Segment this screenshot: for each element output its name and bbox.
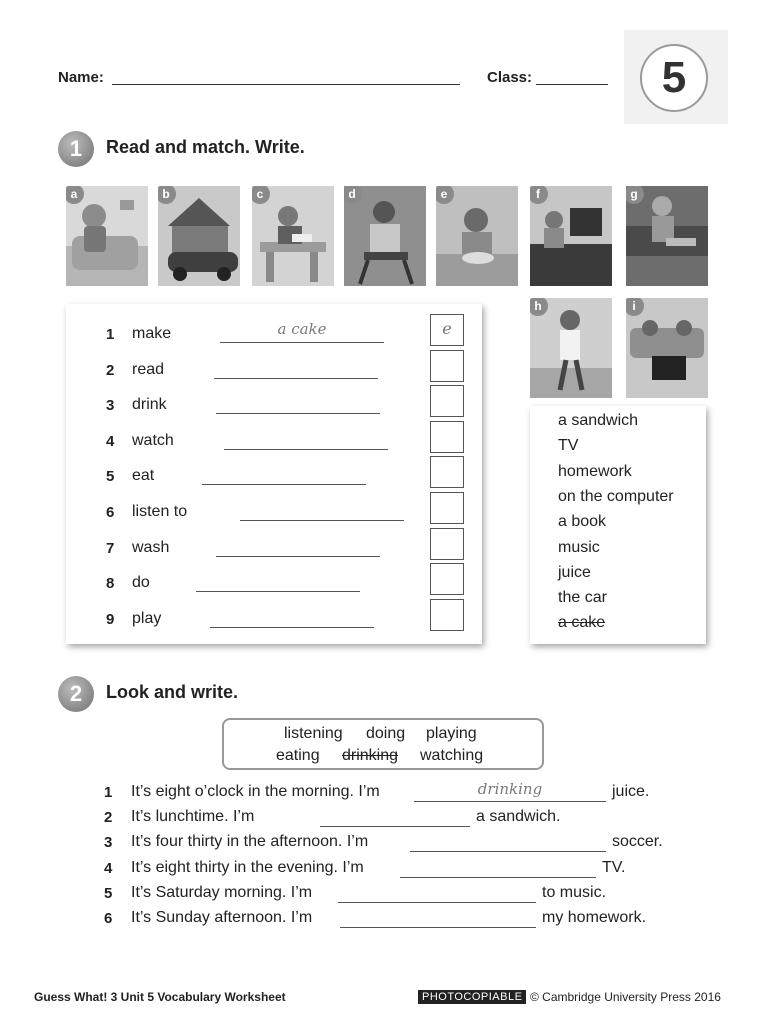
picture-letter: c [252,186,270,204]
sentence-number: 1 [104,784,113,801]
item-number: 9 [106,610,115,628]
sentence-ending: soccer. [612,833,663,851]
item-verb: drink [132,396,167,414]
sentence-ending: to music. [542,883,607,901]
copyright: © Cambridge University Press 2016 [530,990,721,1004]
answer-line[interactable] [240,498,404,521]
word-bank-2 [222,718,544,770]
answer-line[interactable] [214,356,378,379]
letter-box-4[interactable] [430,421,464,453]
footer-title: Guess What! 3 Unit 5 Vocabulary Worksheet [34,990,286,1004]
name-field[interactable] [112,70,460,85]
item-number: 7 [106,539,115,557]
word-bank-1-item: TV [558,437,579,455]
item-verb: read [132,360,165,378]
answer-line[interactable]: drinking [414,780,606,802]
answer-line[interactable] [196,569,360,592]
picture-e [436,186,518,286]
answer-line[interactable] [320,805,470,827]
sentence-number: 6 [104,910,113,927]
word-bank-1-item: homework [558,462,632,480]
letter-box-7[interactable] [430,528,464,560]
word-bank-2-item: playing [426,725,477,742]
item-number: 8 [106,575,115,593]
match-item-5 [106,464,436,490]
sentence-text: It’s eight o’clock in the morning. I’m [131,783,380,800]
picture-letter: d [344,186,362,204]
unit-badge [624,30,728,124]
match-item-1 [106,322,436,348]
match-item-4 [106,429,436,455]
picture-letter: f [530,186,548,204]
answer-line[interactable] [216,534,380,557]
sentence-2 [104,807,704,831]
picture-f [530,186,612,286]
sentence-text: It’s Saturday morning. I’m [131,883,313,901]
sentence-number: 4 [104,859,113,877]
picture-letter: g [626,186,644,204]
picture-b [158,186,240,286]
class-label: Class: [487,69,533,86]
item-verb: play [132,609,162,627]
answer-line[interactable] [210,605,374,628]
sentence-number: 3 [104,834,113,852]
match-item-8 [106,571,436,597]
sentence-ending: my homework. [542,909,647,926]
letter-box-5[interactable] [430,456,464,488]
sentence-3 [104,832,704,856]
item-number: 3 [106,397,115,415]
picture-letter: b [158,186,176,204]
name-label: Name: [58,69,104,86]
matching-panel [66,304,482,644]
sentence-number: 5 [104,884,113,902]
sentence-ending: juice. [612,783,650,800]
word-bank-1-item: juice [558,563,591,581]
sentence-5 [104,883,704,907]
match-item-2 [106,358,436,384]
answer-line[interactable] [410,830,606,852]
answer-line[interactable] [224,427,388,450]
photocopiable-badge: PHOTOCOPIABLE [418,990,526,1004]
answer-line[interactable] [202,462,366,485]
picture-letter: a [66,186,84,204]
word-bank-1-item: a book [558,513,607,531]
letter-box-1[interactable]: e [430,314,464,346]
sentence-1 [104,782,704,806]
picture-letter: h [530,298,548,316]
letter-box-9[interactable] [430,599,464,631]
item-verb: listen to [132,503,188,520]
item-verb: watch [132,431,174,449]
word-bank-1-item: on the computer [558,487,674,505]
picture-a [66,186,148,286]
sentence-text: It’s Sunday afternoon. I’m [131,909,313,926]
word-bank-1-item: music [558,538,600,556]
sentence-text: It’s lunchtime. I’m [131,808,255,826]
answer-line[interactable] [216,391,380,414]
word-bank-1 [530,406,706,644]
class-field[interactable] [536,70,608,85]
letter-box-3[interactable] [430,385,464,417]
sentence-number: 2 [104,809,113,827]
item-verb: eat [132,467,155,485]
word-bank-2-item: listening [284,725,343,742]
letter-box-8[interactable] [430,563,464,595]
match-item-9 [106,607,436,633]
word-bank-1-item-used: a cake [558,614,606,632]
word-bank-1-item: the car [558,589,607,607]
match-item-6 [106,500,436,526]
word-bank-2-item-used: drinking [342,747,399,764]
exercise-1-number: 1 [58,131,94,167]
match-item-7 [106,536,436,562]
letter-box-6[interactable] [430,492,464,524]
sentence-ending: a sandwich. [476,808,561,826]
exercise-2-number: 2 [58,676,94,712]
exercise-1-title: Read and match. Write. [106,137,305,157]
sentence-text: It’s eight thirty in the evening. I’m [131,858,364,876]
item-verb: do [132,574,150,592]
answer-line[interactable]: a cake [220,320,384,343]
picture-i [626,298,708,398]
picture-c [252,186,334,286]
item-verb: make [132,325,172,342]
sentence-6 [104,908,704,932]
picture-letter: e [436,186,454,204]
item-number: 2 [106,361,115,379]
item-verb: wash [132,538,170,556]
unit-number: 5 [640,44,708,112]
picture-h [530,298,612,398]
picture-letter: i [626,298,644,316]
word-bank-2-item: eating [276,747,320,764]
match-item-3 [106,393,436,419]
sentence-4 [104,858,704,882]
answer-line[interactable] [340,906,536,928]
item-number: 6 [106,504,115,521]
item-number: 5 [106,468,115,486]
item-number: 4 [106,432,115,450]
picture-g [626,186,708,286]
exercise-2-title: Look and write. [106,682,239,702]
word-bank-2-item: watching [420,747,484,764]
picture-d [344,186,426,286]
word-bank-1-item: a sandwich [558,412,639,429]
item-number: 1 [106,326,115,343]
answer-line[interactable] [400,856,596,878]
answer-line[interactable] [338,881,536,903]
word-bank-2-item: doing [366,725,406,742]
sentence-ending: TV. [602,858,626,876]
sentence-text: It’s four thirty in the afternoon. I’m [131,833,369,851]
letter-box-2[interactable] [430,350,464,382]
